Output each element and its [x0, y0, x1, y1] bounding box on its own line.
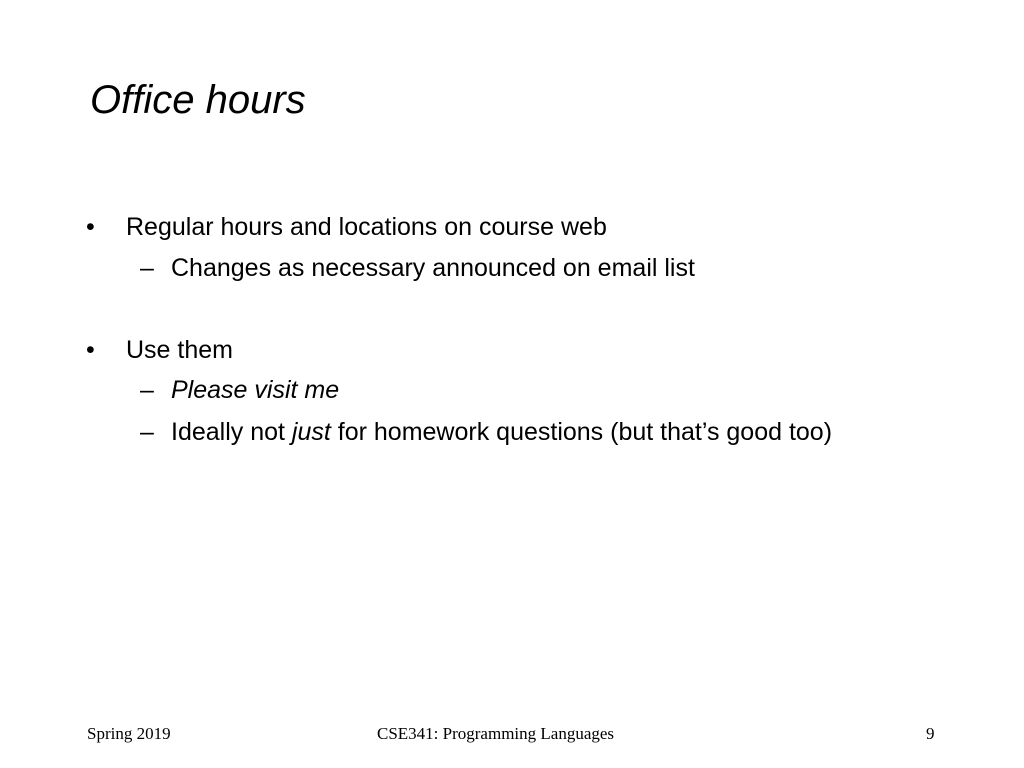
bullet-marker: •: [86, 213, 95, 241]
bullet-item: Use them: [126, 336, 233, 364]
footer-page-number: 9: [926, 724, 935, 743]
sub-bullet-item: [171, 417, 832, 447]
sub-bullet-marker: –: [140, 254, 154, 282]
sub-bullet-item: Changes as necessary announced on email list: [171, 254, 695, 282]
sub-bullet-text-before: Ideally not: [171, 418, 292, 446]
footer-course-title: CSE341: Programming Languages: [377, 724, 615, 743]
sub-bullet-item: Please visit me: [171, 376, 340, 404]
sub-bullet-marker: –: [140, 376, 154, 404]
bullet-marker: •: [86, 336, 95, 364]
sub-bullet-text-after: for homework questions (but that’s good too): [330, 418, 833, 446]
slide-title: Office hours: [90, 78, 306, 122]
sub-bullet-marker: –: [140, 418, 154, 446]
footer-date: Spring 2019: [87, 724, 171, 743]
bullet-item: Regular hours and locations on course web: [126, 213, 607, 241]
sub-bullet-emphasis: just: [291, 418, 331, 446]
